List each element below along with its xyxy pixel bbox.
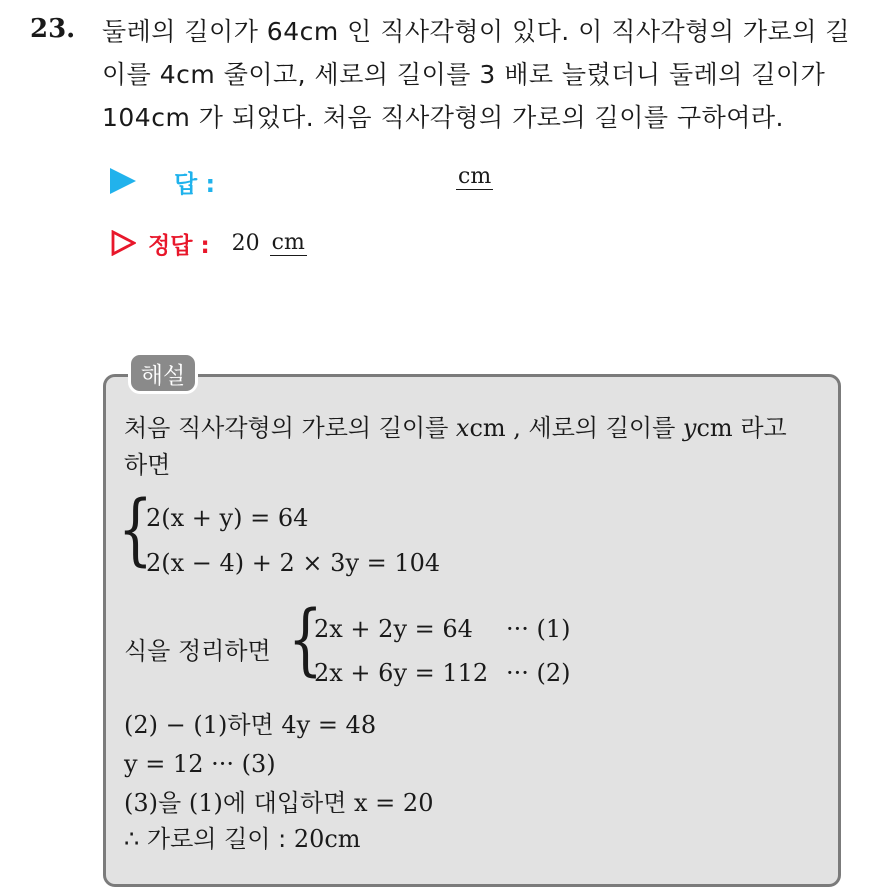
step3-d: 에 대입하면 (222, 789, 355, 817)
system2-eq1: 2x + 2y = 64 (314, 615, 473, 643)
step3-b: 을 (158, 789, 189, 817)
explanation-intro-line1 (124, 409, 787, 447)
correct-answer-label: 정답 : (148, 232, 210, 259)
answer-row (110, 163, 492, 199)
system2-tag2: ··· (2) (506, 659, 571, 687)
problem-number: 23. (30, 14, 76, 44)
intro-text-b: cm , 세로의 길이를 (469, 414, 683, 442)
step1-c: 4y = 48 (281, 711, 377, 739)
system1-eq2: 2(x − 4) + 2 × 3y = 104 (146, 549, 441, 577)
outline-play-icon (110, 230, 136, 256)
step1-b: 하면 (227, 711, 282, 739)
answer-label: 답 : (174, 169, 216, 198)
explanation-tag: 해설 (128, 352, 198, 394)
step3-c: (1) (188, 789, 223, 817)
correct-answer-row (110, 225, 307, 261)
intro-text-c: cm 라고 (696, 414, 787, 442)
step1-a: (2) − (1) (124, 711, 228, 739)
answer-unit: cm (458, 164, 492, 189)
step3 (124, 784, 433, 822)
step3-e: x = 20 (354, 789, 434, 817)
final-text: 가로의 길이 : (146, 825, 294, 853)
step3-a: (3) (124, 789, 158, 817)
step1 (124, 706, 376, 744)
intro-text-a: 처음 직사각형의 가로의 길이를 (124, 414, 456, 442)
system2-tag1: ··· (1) (506, 615, 571, 643)
final-answer-line (124, 820, 361, 858)
arrange-label: 식을 정리하면 (124, 637, 271, 665)
final-value: 20cm (293, 825, 361, 853)
problem-text: 둘레의 길이가 64cm 인 직사각형이 있다. 이 직사각형의 가로의 길이를 4cm 줄이고, 세로의 길이를 3 배로 늘렸더니 둘레의 길이가 104cm 가 되었다. 처음 직사각형의 가로의 길이를 구하여라. (102, 17, 850, 132)
correct-answer-value: 20 (231, 230, 260, 256)
intro-var-x: x (455, 414, 470, 442)
system2-eq2: 2x + 6y = 112 (314, 659, 489, 687)
explanation-intro-line2: 하면 (124, 451, 171, 479)
system1-brace: { (118, 485, 153, 575)
intro-var-y: y (682, 414, 697, 442)
system1-eq1: 2(x + y) = 64 (146, 504, 309, 532)
correct-answer-unit: cm (271, 229, 305, 255)
system2-brace: { (288, 595, 323, 685)
therefore-symbol: ∴ (124, 825, 147, 853)
step2: y = 12 ··· (3) (124, 750, 276, 778)
play-icon (110, 168, 136, 194)
